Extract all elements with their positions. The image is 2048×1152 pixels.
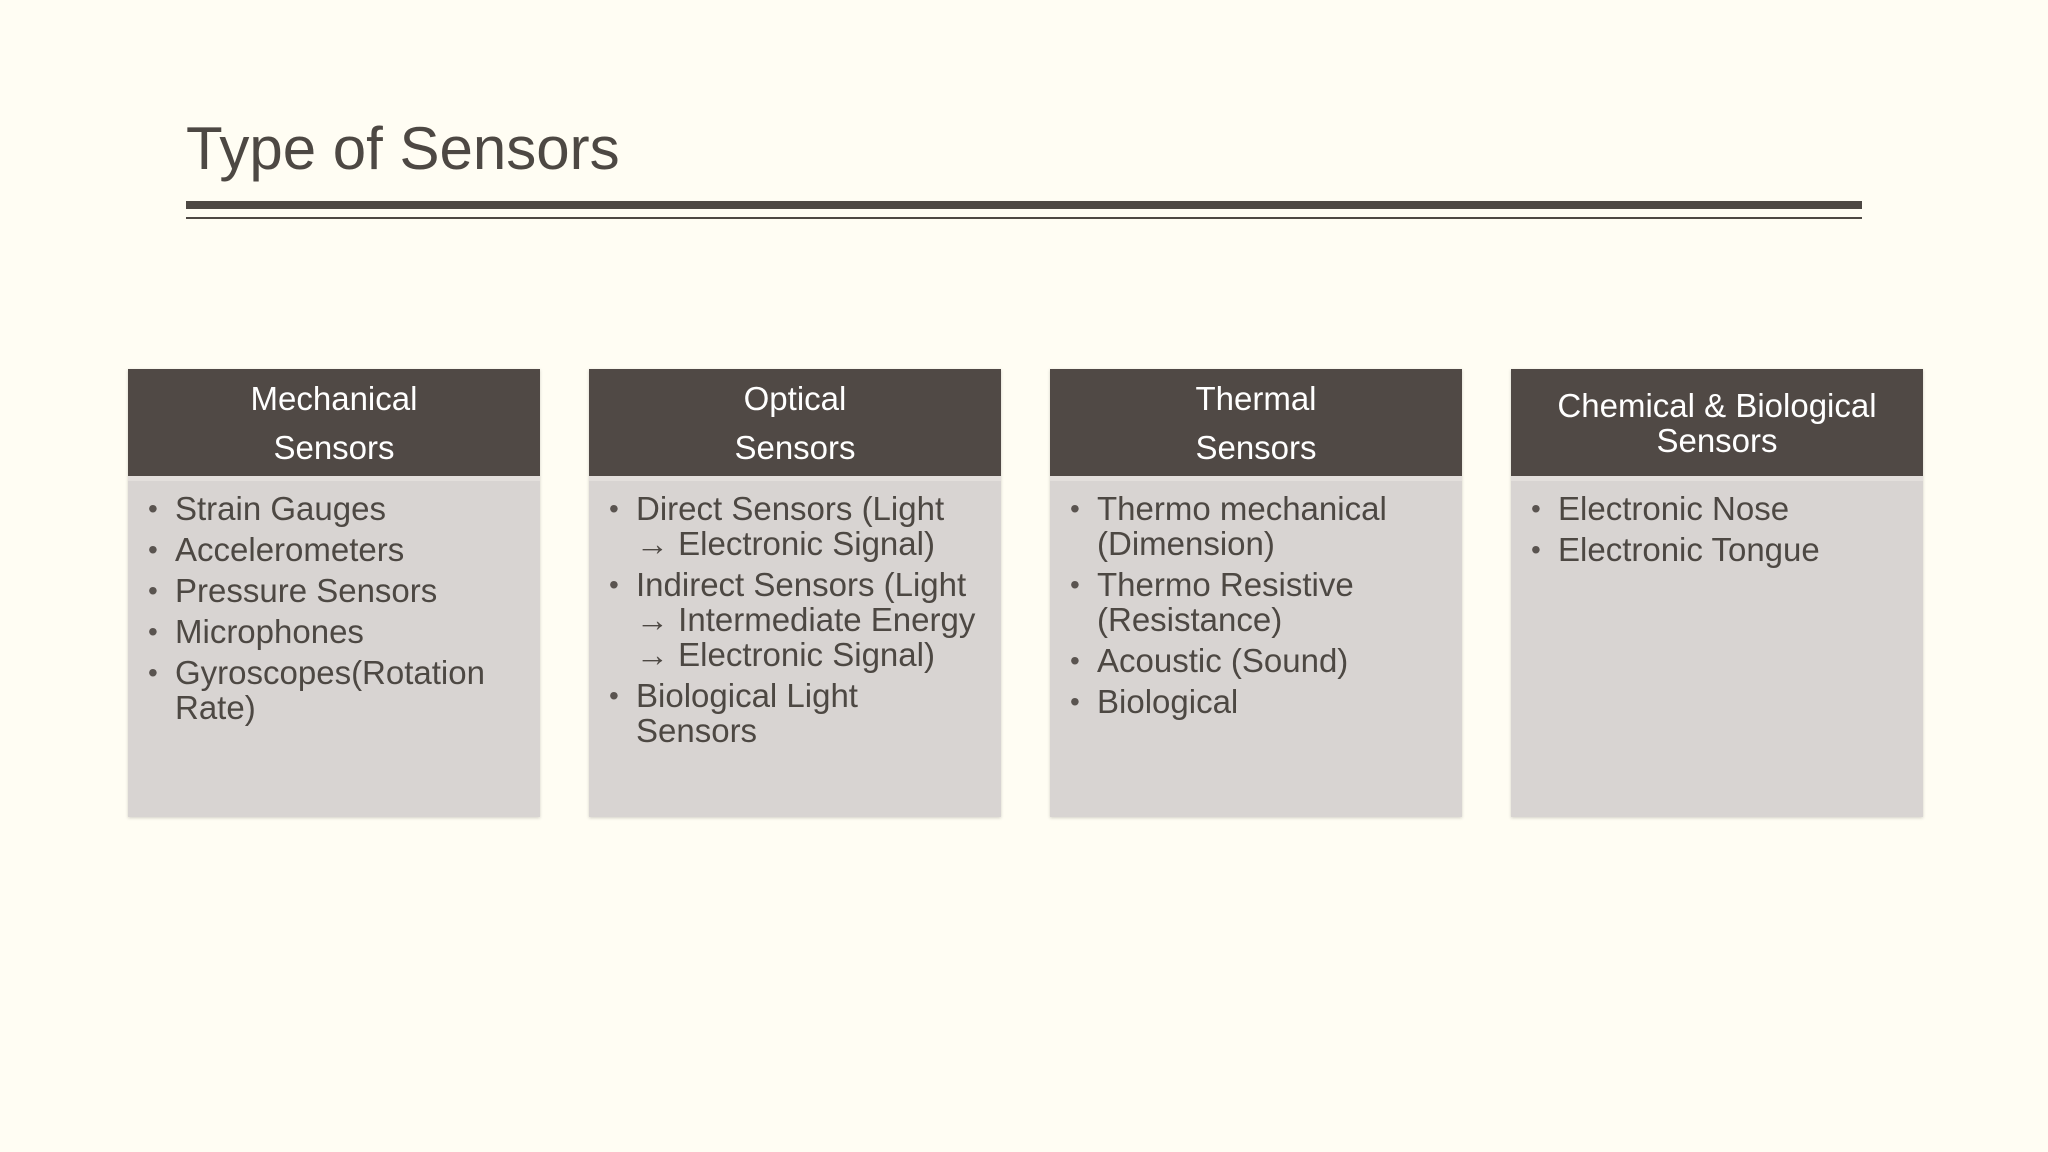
card-header-line: Sensors [734,428,856,466]
list-item [609,678,981,748]
card-body [589,476,1001,817]
list-item [148,491,520,526]
bullet-icon: • [148,493,158,524]
bullet-icon: • [609,493,619,524]
list-item [1070,491,1442,561]
list-item [148,532,520,567]
card-header-line: Sensors [1195,428,1317,466]
bullet-icon: • [1070,569,1080,600]
bullet-list [128,481,540,725]
bullet-icon: • [148,657,158,688]
list-item-text: Thermo Resistive (Resistance) [1097,566,1354,638]
card-header [128,369,540,476]
bullet-icon: • [1070,493,1080,524]
sensor-cards [128,369,1923,817]
card-header-line: Thermal [1195,379,1317,417]
list-item-text: Pressure Sensors [175,572,438,609]
list-item-text: Microphones [175,613,364,650]
card-header-line: Chemical & Biological [1557,386,1877,424]
bullet-icon: • [1070,686,1080,717]
card-header-line: Optical [743,379,847,417]
bullet-list [589,481,1001,748]
list-item-text: Electronic Nose [1558,490,1790,527]
bullet-icon: • [1531,534,1541,565]
card-chemical-biological-sensors [1511,369,1923,817]
list-item-text: Indirect Sensors (Light → Intermediate Energy → Electronic Signal) [636,566,976,673]
card-header-line: Mechanical [250,379,418,417]
list-item-text: Strain Gauges [175,490,386,527]
card-mechanical-sensors [128,369,540,817]
list-item-text: Biological Light Sensors [636,677,858,749]
bullet-icon: • [148,575,158,606]
card-body [1050,476,1462,817]
card-optical-sensors [589,369,1001,817]
list-item [148,573,520,608]
list-item-text: Accelerometers [175,531,405,568]
card-header [1050,369,1462,476]
list-item [148,655,520,725]
slide-title: Type of Sensors [186,115,620,182]
list-item-text: Direct Sensors (Light → Electronic Signal) [636,490,945,562]
list-item-text: Electronic Tongue [1558,531,1820,568]
list-item [148,614,520,649]
bullet-list [1511,481,1923,567]
bullet-icon: • [1531,493,1541,524]
list-item-text: Thermo mechanical (Dimension) [1097,490,1387,562]
title-divider-thin [186,217,1862,219]
bullet-icon: • [1070,645,1080,676]
list-item-text: Biological [1097,683,1239,720]
card-body [128,476,540,817]
card-thermal-sensors [1050,369,1462,817]
card-body [1511,476,1923,817]
list-item [1531,532,1903,567]
title-divider-thick [186,201,1862,209]
card-header-line: Sensors [273,428,395,466]
list-item [1070,567,1442,637]
card-header [1511,369,1923,476]
bullet-icon: • [609,680,619,711]
bullet-icon: • [148,616,158,647]
bullet-icon: • [148,534,158,565]
list-item [1070,643,1442,678]
list-item [609,567,981,672]
list-item [1070,684,1442,719]
bullet-icon: • [609,569,619,600]
card-header [589,369,1001,476]
bullet-list [1050,481,1462,719]
list-item [609,491,981,561]
card-header-line: Sensors [1656,421,1778,459]
list-item-text: Gyroscopes(Rotation Rate) [175,654,485,726]
list-item-text: Acoustic (Sound) [1097,642,1349,679]
list-item [1531,491,1903,526]
